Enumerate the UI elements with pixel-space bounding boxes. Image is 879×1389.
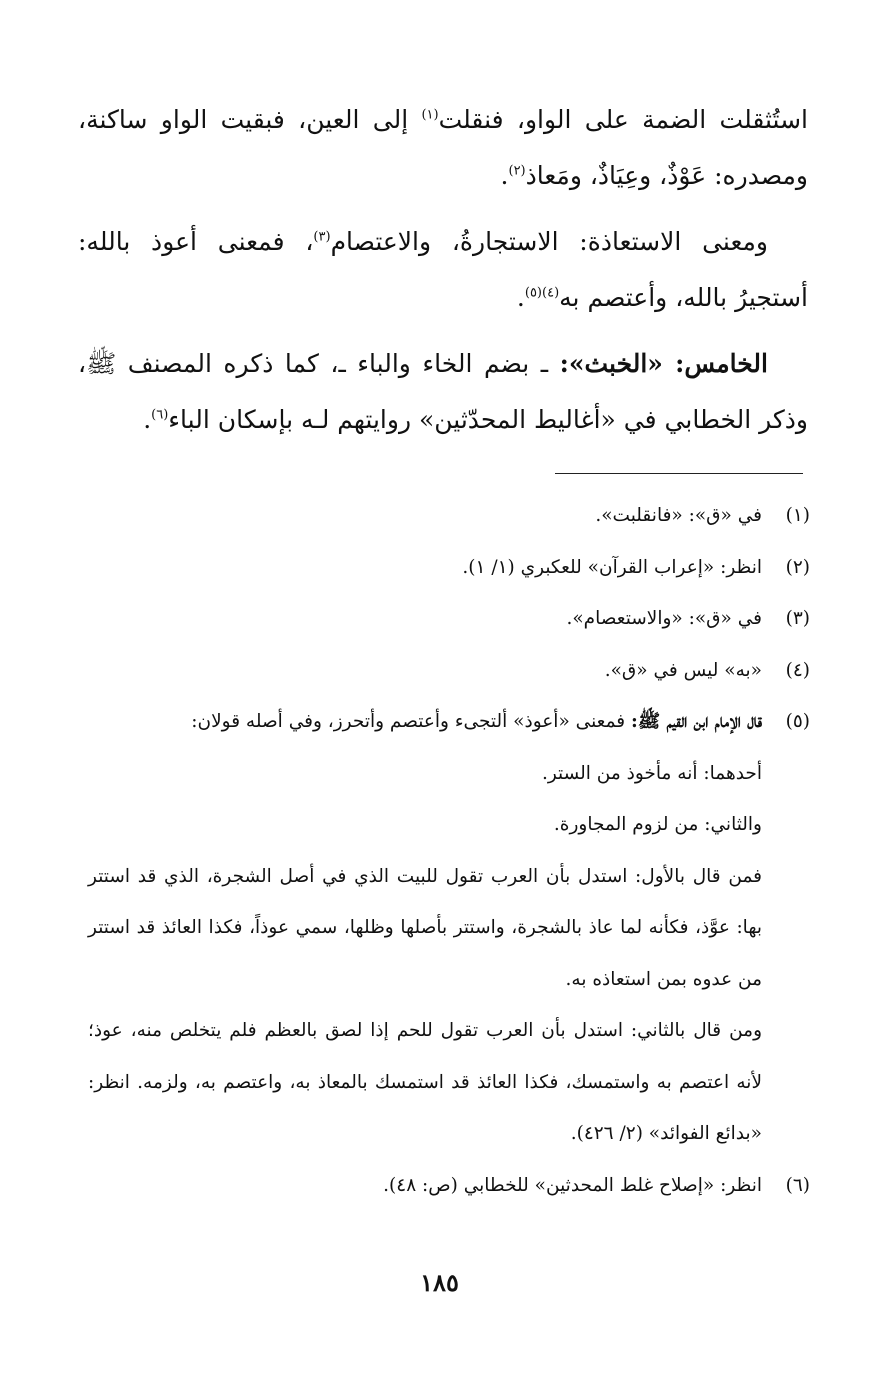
quote-attribution: قال الإمام ابن القيم ﷺ: <box>631 711 762 732</box>
footnote-5 <box>88 696 810 1160</box>
footnote-text: انظر: «إعراب القرآن» للعكبري (١/ ١). <box>462 556 762 578</box>
footnote-number: (٣) <box>785 608 810 629</box>
footnote-2 <box>88 542 810 594</box>
text-span: ومعنى الاستعاذة: الاستجارةُ، والاعتصام <box>330 227 768 256</box>
text-span: . <box>500 161 509 190</box>
text-span: فمعنى «أعوذ» ألتجىء وأعتصم وأتحرز، وفي أصله قولان: <box>191 711 631 732</box>
main-text <box>78 92 808 448</box>
footnote-5-intro <box>88 696 762 748</box>
text-span: . <box>516 283 525 312</box>
footnote-number: (٤) <box>785 659 810 681</box>
page-number: ١٨٥ <box>420 1268 459 1297</box>
footnote-number: (٥) <box>785 711 810 732</box>
footnote-5-para-1: فمن قال بالأول: استدل بأن العرب تقول للبيت الذي في أصل الشجرة، الذي قد استتر بها: عوَّذ، فكأنه لما عاذ بالشجرة، واستتر بأصلها وظلها، سمي عوذاً، فكذا العائذ قد استتر من عدوه بمن استعاذه به. <box>88 865 762 990</box>
footnote-separator <box>555 473 803 474</box>
paragraph-1 <box>78 92 808 204</box>
footnote-6 <box>88 1160 810 1212</box>
footnote-3 <box>88 593 810 645</box>
footnote-ref-1[interactable]: (١) <box>421 107 439 123</box>
footnote-text: في «ق»: «فانقلبت». <box>595 505 762 526</box>
footnote-number: (٢) <box>785 556 810 578</box>
footnote-ref-4-5[interactable]: (٤)(٥) <box>524 285 560 301</box>
footnote-text: «به» ليس في «ق». <box>604 659 762 681</box>
footnote-number: (١) <box>785 505 810 526</box>
footnote-text: انظر: «إصلاح غلط المحدثين» للخطابي (ص: ٤٨). <box>383 1174 762 1196</box>
footnote-ref-2[interactable]: (٢) <box>508 163 526 179</box>
footnote-5-para-2: ومن قال بالثاني: استدل بأن العرب تقول للحم إذا لصق بالعظم فلم يتخلص منه، عوذ؛ لأنه اعتصم به واستمسك، فكذا العائذ قد استمسك بالمعاذ به، واعتصم به، ولزمه. انظر: «بدائع الفوائد» (٢/ ٤٢٦). <box>88 1020 762 1144</box>
text-span: استُثقلت الضمة على الواو، فنقلت <box>438 105 808 134</box>
footnote-1 <box>88 490 810 542</box>
text-span: . <box>143 405 152 434</box>
text-span: ، فمعنى أعوذ بالله: أستجيرُ بالله، وأعتصم به <box>78 227 808 312</box>
paragraph-3 <box>78 336 808 448</box>
footnote-ref-3[interactable]: (٣) <box>313 229 331 245</box>
footnote-5-line-b: والثاني: من لزوم المجاورة. <box>553 814 762 835</box>
footnote-text: في «ق»: «والاستعصام». <box>566 608 762 629</box>
text-span: ـ بضم الخاء والباء ـ، كما ذكره المصنف ﷺ، وذكر الخطابي في «أغاليط المحدّثين» روايتهم لـه بإسكان الباء <box>78 349 808 434</box>
footnote-ref-6[interactable]: (٦) <box>151 407 169 423</box>
paragraph-2 <box>78 214 808 326</box>
text-span: إلى العين، فبقيت الواو ساكنة، ومصدره: عَوْذٌ، وعِيَاذٌ، ومَعاذ <box>78 105 808 190</box>
section-heading: الخامس: «الخبث»: <box>559 349 768 378</box>
footnote-number: (٦) <box>785 1174 810 1196</box>
footnote-4 <box>88 645 810 697</box>
footnotes <box>88 490 810 1211</box>
footnote-5-line-a: أحدهما: أنه مأخوذ من الستر. <box>541 762 762 784</box>
footnote-text <box>88 696 762 1160</box>
